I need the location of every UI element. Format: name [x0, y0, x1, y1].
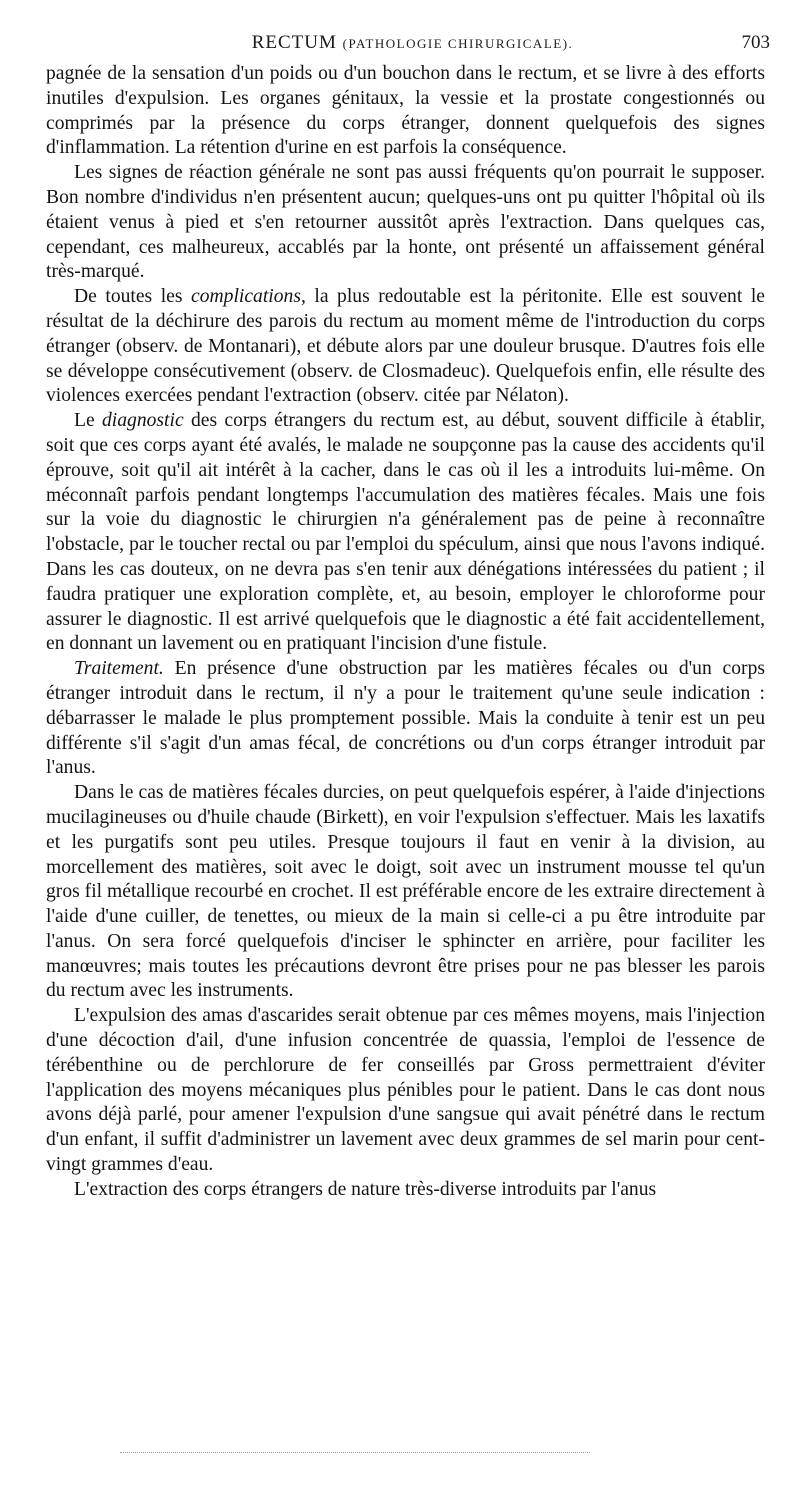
- paragraph-continuation: pagnée de la sensation d'un poids ou d'un bouchon dans le rectum, et se livre à des efforts inutiles d'expulsion. Les organes génitaux, la vessie et la prostate congestionnés ou comprimés par la présence du corps étranger, donnent quelquefois des signes d'inflammation. La rétention d'urine en est parfois la conséquence.: [46, 63, 765, 159]
- diagnostic-term: diagnostic: [102, 410, 184, 432]
- complications-intro: De toutes les: [74, 286, 192, 308]
- treatment-text: En présence d'une obstruction par les matières fécales ou d'un corps étranger introduit dans le rectum, il n'y a pour le traitement qu'une seule indication : débarrasser le malade le plus promptement possible. Mais la conduite à tenir est un peu différente s'il s'agit d'un amas fécal, de concrétions ou d'un corps étranger introduit par l'anus.: [46, 658, 765, 779]
- diagnostic-text: des corps étrangers du rectum est, au début, souvent difficile à établir, soit que ces corps ayant été avalés, le malade ne soupçonne pas la cause des accidents qu'il éprouve, soit qu'il ait intérêt à la cacher, dans le cas où il les a introduits lui-même. On méconnaît parfois pendant longtemps l'accumulation des matières fécales. Mais une fois sur la voie du diagnostic le chirurgien n'a généralement pas de peine à reconnaître l'obstacle, par le toucher rectal ou par l'emploi du spéculum, ainsi que nous l'avons indiqué. Dans les cas douteux, on ne devra pas s'en tenir aux dénégations intéressées du patient ; il faudra pratiquer une exploration complète, et, au besoin, employer le chloroforme pour assurer le diagnostic. Il est arrivé quelquefois que le diagnostic a été fait accidentellement, en donnant un lavement ou en pratiquant l'incision d'une fistule.: [46, 410, 765, 655]
- page-number: 703: [741, 32, 770, 53]
- diagnostic-intro: Le: [74, 410, 102, 432]
- paragraph-hardened-matter: Dans le cas de matières fécales durcies, on peut quelquefois espérer, à l'aide d'injections mucilagineuses ou d'huile chaude (Birkett), en voir l'expulsion s'effectuer. Mais les laxatifs et les purgatifs sont peu utiles. Presque toujours il faut en venir à la division, au morcellement des matières, soit avec le doigt, soit avec un instrument mousse tel qu'un gros fil métallique recourbé en crochet. Il est préférable encore de les extraire directement à l'aide d'une cuiller, de tenettes, ou mieux de la main si celle-ci a pu être introduite par l'anus. On sera forcé quelquefois d'inciser le sphincter en arrière, pour faciliter les manœuvres; mais toutes les précautions devront être prises pour ne pas blesser les parois du rectum avec les instruments.: [46, 782, 765, 1002]
- footer-dotted-rule: [120, 1452, 590, 1453]
- paragraph-general-reaction: Les signes de réaction générale ne sont pas aussi fréquents qu'on pourrait le supposer. Bon nombre d'individus n'en présentent aucun; quelques-uns ont pu quitter l'hôpital où ils étaient venus à pied et s'en retourner aussitôt après l'extraction. Dans quelques cas, cependant, ces malheureux, accablés par la honte, ont présenté un affaissement général très-marqué.: [46, 162, 765, 283]
- page-header: [55, 32, 770, 58]
- paragraph-complications: [46, 285, 765, 409]
- paragraph-extraction: L'extraction des corps étrangers de nature très-diverse introduits par l'anus: [74, 1178, 657, 1200]
- complications-text: , la plus redoutable est la péritonite. Elle est souvent le résultat de la déchirure des parois du rectum au moment même de l'introduction du corps étranger (observ. de Montanari), et débute alors par une douleur brusque. D'autres fois elle se développe consécutivement (observ. de Closmadeuc). Quelquefois enfin, elle résulte des violences exercées pendant l'extraction (observ. citée par Nélaton).: [46, 286, 765, 407]
- running-title-main: RECTUM: [251, 32, 337, 53]
- running-title-subtitle: (PATHOLOGIE CHIRURGICALE).: [342, 36, 574, 51]
- running-title: [55, 32, 770, 54]
- body-text: [46, 62, 765, 1203]
- complications-term: complications: [191, 286, 301, 308]
- treatment-term: Traitement.: [74, 658, 164, 680]
- paragraph-diagnostic: [46, 409, 765, 657]
- paragraph-treatment: [46, 657, 765, 781]
- paragraph-ascarides: L'expulsion des amas d'ascarides serait obtenue par ces mêmes moyens, mais l'injection d'une décoction d'ail, d'une infusion concentrée de quassia, l'emploi de l'essence de térébenthine ou de perchlorure de fer conseillés par Gross permettraient d'éviter l'application des moyens mécaniques plus pénibles pour le patient. Dans le cas dont nous avons déjà parlé, pour amener l'expulsion d'une sangsue qui avait pénétré dans le rectum d'un enfant, il suffit d'administrer un lavement avec deux grammes de sel marin pour cent-vingt grammes d'eau.: [46, 1005, 765, 1176]
